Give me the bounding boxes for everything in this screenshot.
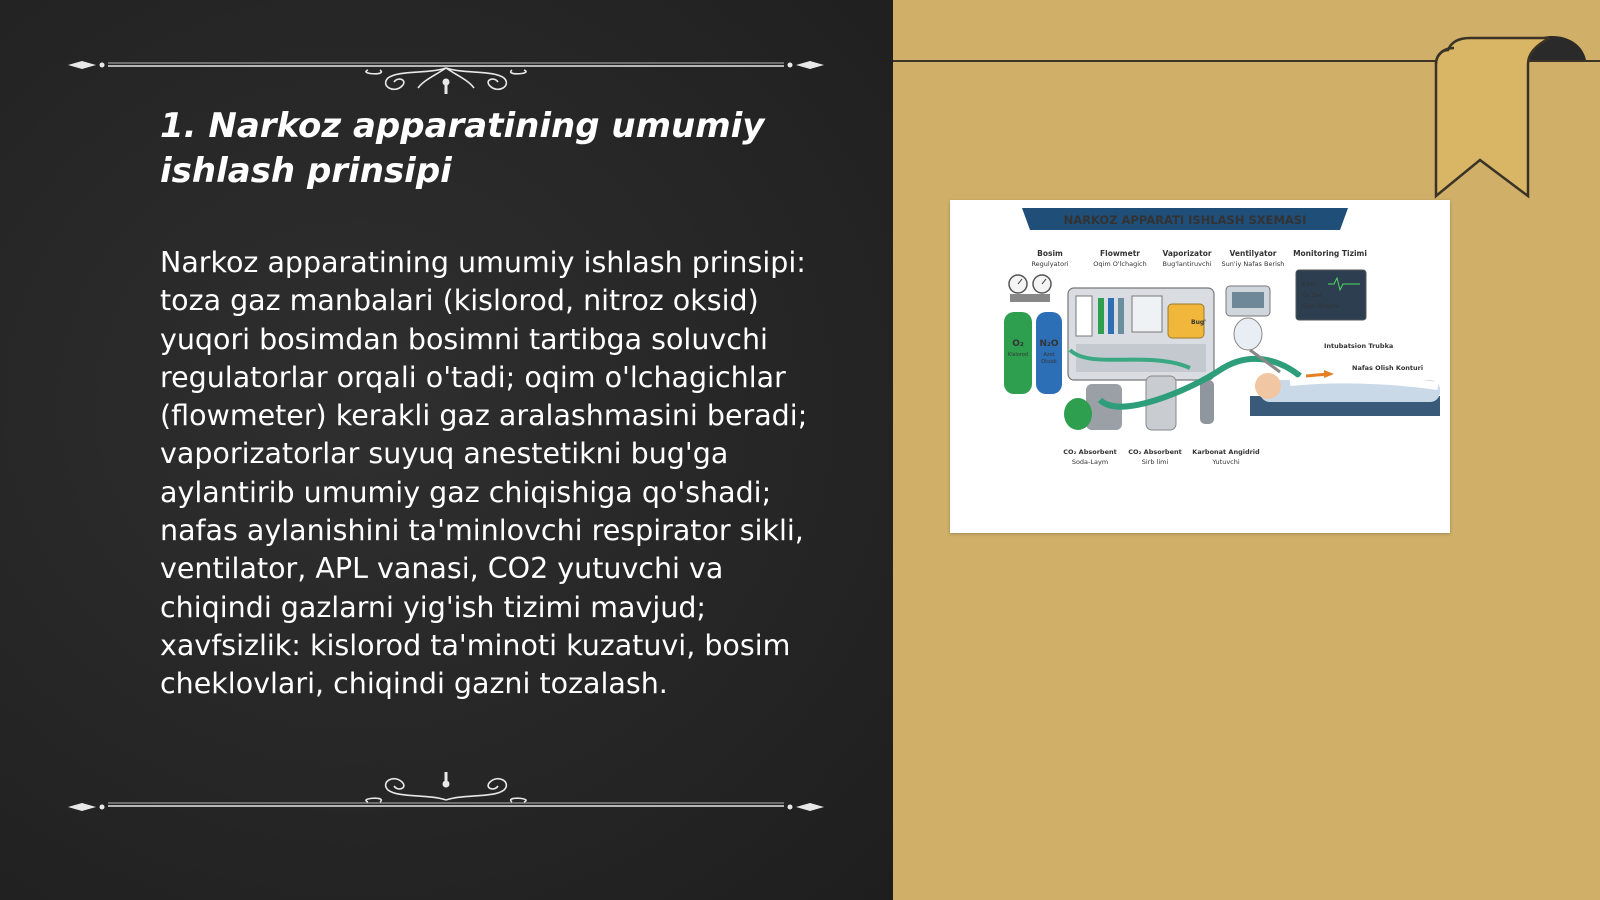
label-tube: Intubatsion Trubka [1324,342,1394,350]
label-absorb1-1: CO₂ Absorbent [1063,448,1117,456]
label-monitor: Monitoring Tizimi [1293,249,1367,258]
label-flow-1: Flowmetr [1100,249,1140,258]
anesthesia-diagram-image [950,200,1450,533]
label-bosim-1: Bosim [1037,249,1063,258]
label-karb-2: Yutuvchi [1212,458,1240,466]
label-vent-1: Ventilyator [1229,249,1277,258]
label-bosim-2: Regulyatori [1031,260,1069,268]
label-kontur: Nafas Olish Konturi [1352,364,1424,372]
cylinder-n2o-name-2: Oksidi [1041,359,1057,365]
label-absorb2-1: CO₂ Absorbent [1128,448,1182,456]
cylinder-n2o-label: N₂O [1039,339,1059,349]
monitor-ekg: EKG [1302,280,1316,288]
slide-body-text: Narkoz apparatining umumiy ishlash prinsipi: toza gaz manbalari (kislorod, nitroz oksid) yuqori bosimdan bosimni tartibga soluvchi regulatorlar orqali o'tadi; oqim o'lchagichlar (flowmeter) kerakli gaz aralashmasini beradi; vaporizatorlar suyuq anestetikni bug'ga aylantirib umumiy gaz chiqishiga qo'shadi; nafas aylanishini ta'minlovchi respirator sikli, ventilator, APL vanasi, CO2 yutuvchi va chiqindi gazlarni yig'ish tizimi mavjud; xavfsizlik: kislorod ta'minoti kuzatuvi, bosim cheklovlari, chiqindi gazni tozalash. [160,246,808,701]
label-flow-2: Oqim O'lchagich [1093,260,1147,268]
monitor-qon: Qon Bosimi [1302,302,1340,310]
label-absorb1-2: Soda-Laym [1071,458,1109,466]
label-vapor-1: Vaporizator [1162,249,1212,258]
label-vent-2: Sun'iy Nafas Berish [1221,260,1285,268]
label-bug: Bug' [1191,319,1206,326]
cylinder-o2-name: Kislorod [1008,352,1028,358]
label-vapor-2: Bug'lantiruvchi [1162,260,1212,268]
label-karb-1: Karbonat Angidrid [1192,448,1260,456]
top-ornament-icon [68,40,824,96]
monitor-o2sat: O₂ Sat [1302,291,1323,299]
label-absorb2-2: Sirb limi [1141,458,1169,466]
bottom-ornament-icon [68,770,824,826]
slide-title: 1. Narkoz apparatining umumiy ishlash prinsipi [160,106,765,191]
cylinder-n2o-name-1: Azot [1043,352,1055,358]
diagram-header: NARKOZ APPARATI ISHLASH SXEMASI [1063,213,1307,227]
bookmark-ribbon-icon [1430,34,1590,204]
cylinder-o2-label: O₂ [1012,339,1024,349]
